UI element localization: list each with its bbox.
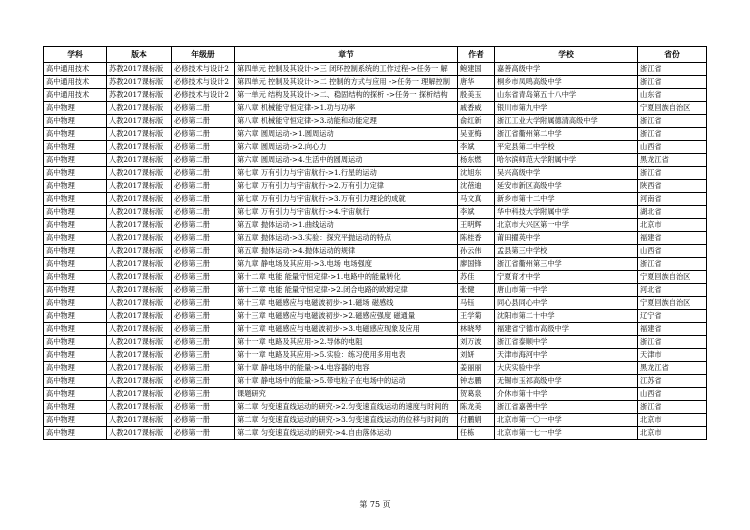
cell-province: 浙江省 [638, 63, 707, 76]
cell-chapter: 第十二章 电能 能量守恒定律->1.电路中的能量转化 [235, 271, 458, 284]
cell-author: 殷美玉 [458, 89, 495, 102]
cell-school: 吴兴高级中学 [495, 167, 638, 180]
cell-chapter: 第六章 圆周运动->2.向心力 [235, 141, 458, 154]
table-row [44, 206, 707, 219]
cell-author: 鲍建国 [458, 63, 495, 76]
table-row [44, 271, 707, 284]
cell-school: 延安市新区高级中学 [495, 180, 638, 193]
table-row [44, 258, 707, 271]
cell-subject: 高中物理 [44, 154, 107, 167]
cell-edition: 人教2017课标版 [107, 401, 172, 414]
cell-grade-volume: 必修第三册 [172, 297, 235, 310]
cell-author: 马钰 [458, 297, 495, 310]
table-row [44, 102, 707, 115]
cell-grade-volume: 必修第二册 [172, 180, 235, 193]
cell-author: 唐华 [458, 76, 495, 89]
cell-chapter: 第四单元 控制及其设计->二 控制的方式与应用 ->任务一 理解控制 [235, 76, 458, 89]
cell-edition: 人教2017课标版 [107, 284, 172, 297]
cell-author: 任栋 [458, 427, 495, 440]
page-number: 第 75 页 [359, 500, 391, 509]
cell-chapter: 第八章 机械能守恒定律->1.功与功率 [235, 102, 458, 115]
table-row [44, 63, 707, 76]
table-row [44, 297, 707, 310]
cell-edition: 人教2017课标版 [107, 414, 172, 427]
cell-grade-volume: 必修第二册 [172, 206, 235, 219]
table-row [44, 76, 707, 89]
cell-grade-volume: 必修第三册 [172, 375, 235, 388]
cell-subject: 高中物理 [44, 427, 107, 440]
cell-grade-volume: 必修第二册 [172, 219, 235, 232]
cell-grade-volume: 必修第二册 [172, 245, 235, 258]
table-row [44, 232, 707, 245]
cell-subject: 高中物理 [44, 284, 107, 297]
cell-chapter: 第五章 抛体运动->1.曲线运动 [235, 219, 458, 232]
cell-school: 莆田擢英中学 [495, 232, 638, 245]
cell-edition: 人教2017课标版 [107, 362, 172, 375]
cell-school: 平定县第二中学校 [495, 141, 638, 154]
cell-province: 宁夏回族自治区 [638, 102, 707, 115]
cell-province: 北京市 [638, 219, 707, 232]
cell-subject: 高中物理 [44, 336, 107, 349]
cell-chapter: 第十二章 电能 能量守恒定律->2.闭合电路的欧姆定律 [235, 284, 458, 297]
cell-school: 福建省宁德市高级中学 [495, 323, 638, 336]
cell-author: 王明辉 [458, 219, 495, 232]
cell-school: 哈尔滨师范大学附属中学 [495, 154, 638, 167]
cell-province: 浙江省 [638, 258, 707, 271]
header-subject: 学科 [44, 47, 107, 63]
cell-grade-volume: 必修第三册 [172, 310, 235, 323]
table-row [44, 336, 707, 349]
table-row [44, 115, 707, 128]
table-row [44, 362, 707, 375]
cell-subject: 高中物理 [44, 193, 107, 206]
cell-chapter: 第七章 万有引力与宇宙航行->2.万有引力定律 [235, 180, 458, 193]
cell-author: 马文真 [458, 193, 495, 206]
cell-school: 北京市第一七一中学 [495, 427, 638, 440]
cell-subject: 高中物理 [44, 297, 107, 310]
cell-author: 俞红新 [458, 115, 495, 128]
cell-edition: 苏教2017课标版 [107, 63, 172, 76]
cell-province: 浙江省 [638, 115, 707, 128]
cell-author: 王学菊 [458, 310, 495, 323]
cell-grade-volume: 必修第二册 [172, 128, 235, 141]
cell-author: 苏佳 [458, 271, 495, 284]
table-row [44, 310, 707, 323]
cell-edition: 人教2017课标版 [107, 336, 172, 349]
cell-subject: 高中物理 [44, 102, 107, 115]
cell-subject: 高中物理 [44, 180, 107, 193]
table-row [44, 401, 707, 414]
cell-grade-volume: 必修第二册 [172, 193, 235, 206]
cell-edition: 人教2017课标版 [107, 258, 172, 271]
cell-province: 黑龙江省 [638, 154, 707, 167]
cell-province: 辽宁省 [638, 310, 707, 323]
cell-chapter: 第十三章 电磁感应与电磁波初步->2.磁感应强度 磁通量 [235, 310, 458, 323]
cell-edition: 人教2017课标版 [107, 349, 172, 362]
cell-province: 浙江省 [638, 401, 707, 414]
cell-province: 河南省 [638, 193, 707, 206]
cell-chapter: 第二章 匀变速直线运动的研究->4.自由落体运动 [235, 427, 458, 440]
cell-edition: 人教2017课标版 [107, 271, 172, 284]
cell-author: 贺葛泉 [458, 388, 495, 401]
cell-province: 宁夏回族自治区 [638, 297, 707, 310]
cell-subject: 高中通用技术 [44, 89, 107, 102]
cell-subject: 高中物理 [44, 245, 107, 258]
cell-subject: 高中通用技术 [44, 76, 107, 89]
cell-author: 张健 [458, 284, 495, 297]
cell-author: 钟志鹏 [458, 375, 495, 388]
cell-province: 浙江省 [638, 167, 707, 180]
table-row [44, 375, 707, 388]
cell-grade-volume: 必修第三册 [172, 336, 235, 349]
cell-grade-volume: 必修第三册 [172, 271, 235, 284]
cell-subject: 高中物理 [44, 375, 107, 388]
table-row [44, 349, 707, 362]
header-chapter: 章节 [235, 47, 458, 63]
cell-grade-volume: 必修第三册 [172, 284, 235, 297]
cell-edition: 人教2017课标版 [107, 297, 172, 310]
cell-subject: 高中物理 [44, 115, 107, 128]
cell-edition: 人教2017课标版 [107, 375, 172, 388]
cell-chapter: 第五章 抛体运动->4.抛体运动的规律 [235, 245, 458, 258]
cell-edition: 人教2017课标版 [107, 310, 172, 323]
table-header-row [44, 47, 707, 63]
cell-chapter: 第十章 静电场中的能量->4.电容器的电容 [235, 362, 458, 375]
cell-chapter: 第六章 圆周运动->1.圆周运动 [235, 128, 458, 141]
cell-author: 孙云伟 [458, 245, 495, 258]
cell-subject: 高中物理 [44, 167, 107, 180]
cell-subject: 高中物理 [44, 128, 107, 141]
header-grade-volume: 年级册 [172, 47, 235, 63]
cell-school: 浙江省衢州第三中学 [495, 258, 638, 271]
cell-chapter: 第二章 匀变速直线运动的研究->2.匀变速直线运动的速度与时间的 [235, 401, 458, 414]
cell-school: 北京市大兴区第一中学 [495, 219, 638, 232]
cell-author: 林晓琴 [458, 323, 495, 336]
cell-author: 陈龙美 [458, 401, 495, 414]
cell-grade-volume: 必修技术与设计2 [172, 89, 235, 102]
resource-table [43, 46, 707, 440]
cell-subject: 高中物理 [44, 323, 107, 336]
cell-province: 山西省 [638, 388, 707, 401]
header-author: 作者 [458, 47, 495, 63]
table-row [44, 245, 707, 258]
cell-province: 江苏省 [638, 375, 707, 388]
cell-province: 浙江省 [638, 76, 707, 89]
table-row [44, 414, 707, 427]
cell-edition: 人教2017课标版 [107, 388, 172, 401]
cell-school: 新乡市第十二中学 [495, 193, 638, 206]
cell-school: 桐乡市凤鸣高级中学 [495, 76, 638, 89]
cell-chapter: 第八章 机械能守恒定律->3.动能和动能定理 [235, 115, 458, 128]
cell-author: 李斌 [458, 206, 495, 219]
cell-school: 同心县同心中学 [495, 297, 638, 310]
cell-grade-volume: 必修第二册 [172, 167, 235, 180]
cell-edition: 人教2017课标版 [107, 141, 172, 154]
cell-subject: 高中物理 [44, 401, 107, 414]
cell-grade-volume: 必修技术与设计2 [172, 76, 235, 89]
cell-author: 姜丽丽 [458, 362, 495, 375]
cell-subject: 高中通用技术 [44, 63, 107, 76]
cell-grade-volume: 必修第二册 [172, 141, 235, 154]
cell-edition: 人教2017课标版 [107, 427, 172, 440]
cell-school: 宁夏育才中学 [495, 271, 638, 284]
cell-grade-volume: 必修第三册 [172, 388, 235, 401]
cell-edition: 人教2017课标版 [107, 219, 172, 232]
table-row [44, 141, 707, 154]
cell-province: 浙江省 [638, 336, 707, 349]
cell-chapter: 第十一章 电路及其应用->2.导体的电阻 [235, 336, 458, 349]
cell-author: 廖国锋 [458, 258, 495, 271]
cell-subject: 高中物理 [44, 271, 107, 284]
cell-school: 浙江工业大学附属德清高级中学 [495, 115, 638, 128]
cell-province: 河北省 [638, 284, 707, 297]
cell-school: 大庆实验中学 [495, 362, 638, 375]
cell-chapter: 第七章 万有引力与宇宙航行->4.宇宙航行 [235, 206, 458, 219]
cell-author: 沈旭东 [458, 167, 495, 180]
cell-grade-volume: 必修第一册 [172, 401, 235, 414]
cell-edition: 人教2017课标版 [107, 180, 172, 193]
cell-edition: 人教2017课标版 [107, 128, 172, 141]
cell-edition: 人教2017课标版 [107, 323, 172, 336]
cell-chapter: 第十三章 电磁感应与电磁波初步->3.电磁感应现象及应用 [235, 323, 458, 336]
cell-author: 吴亚梅 [458, 128, 495, 141]
cell-edition: 人教2017课标版 [107, 206, 172, 219]
cell-chapter: 第十章 静电场中的能量->5.带电粒子在电场中的运动 [235, 375, 458, 388]
cell-school: 浙江省衢州第二中学 [495, 128, 638, 141]
cell-edition: 苏教2017课标版 [107, 89, 172, 102]
cell-subject: 高中物理 [44, 232, 107, 245]
cell-subject: 高中物理 [44, 362, 107, 375]
cell-edition: 苏教2017课标版 [107, 76, 172, 89]
table-row [44, 284, 707, 297]
table-row [44, 219, 707, 232]
cell-grade-volume: 必修第一册 [172, 427, 235, 440]
table-row [44, 388, 707, 401]
cell-school: 嘉善高级中学 [495, 63, 638, 76]
cell-grade-volume: 必修第三册 [172, 323, 235, 336]
cell-subject: 高中物理 [44, 310, 107, 323]
cell-subject: 高中物理 [44, 414, 107, 427]
cell-subject: 高中物理 [44, 219, 107, 232]
cell-province: 山西省 [638, 141, 707, 154]
cell-school: 沈阳市第二十中学 [495, 310, 638, 323]
cell-subject: 高中物理 [44, 349, 107, 362]
cell-chapter: 第二章 匀变速直线运动的研究->3.匀变速直线运动的位移与时间的 [235, 414, 458, 427]
cell-author: 沈蓓迪 [458, 180, 495, 193]
table-row [44, 180, 707, 193]
cell-author: 陈桂香 [458, 232, 495, 245]
cell-chapter: 第五章 抛体运动->3.实验：探究平抛运动的特点 [235, 232, 458, 245]
table-row [44, 193, 707, 206]
header-edition: 版本 [107, 47, 172, 63]
cell-chapter: 第十一章 电路及其应用->5.实验：练习使用多用电表 [235, 349, 458, 362]
cell-grade-volume: 必修第二册 [172, 115, 235, 128]
cell-province: 陕西省 [638, 180, 707, 193]
table-row [44, 89, 707, 102]
cell-school: 华中科技大学附属中学 [495, 206, 638, 219]
cell-province: 北京市 [638, 427, 707, 440]
cell-province: 宁夏回族自治区 [638, 271, 707, 284]
cell-chapter: 第六章 圆周运动->4.生活中的圆周运动 [235, 154, 458, 167]
cell-author: 刘妍 [458, 349, 495, 362]
cell-grade-volume: 必修第二册 [172, 232, 235, 245]
table-row [44, 128, 707, 141]
cell-school: 山东省青岛第五十八中学 [495, 89, 638, 102]
cell-grade-volume: 必修第二册 [172, 102, 235, 115]
cell-province: 黑龙江省 [638, 362, 707, 375]
cell-province: 北京市 [638, 414, 707, 427]
header-province: 省份 [638, 47, 707, 63]
cell-edition: 人教2017课标版 [107, 115, 172, 128]
cell-grade-volume: 必修第三册 [172, 258, 235, 271]
cell-school: 介休市第十中学 [495, 388, 638, 401]
cell-subject: 高中物理 [44, 258, 107, 271]
cell-province: 福建省 [638, 232, 707, 245]
table-row [44, 154, 707, 167]
cell-province: 湖北省 [638, 206, 707, 219]
cell-school: 银川市第九中学 [495, 102, 638, 115]
cell-grade-volume: 必修第三册 [172, 362, 235, 375]
cell-subject: 高中物理 [44, 388, 107, 401]
cell-author: 李斌 [458, 141, 495, 154]
cell-chapter: 第十三章 电磁感应与电磁波初步->1.磁场 磁感线 [235, 297, 458, 310]
header-school: 学校 [495, 47, 638, 63]
cell-grade-volume: 必修技术与设计2 [172, 63, 235, 76]
cell-school: 无锡市玉祁高级中学 [495, 375, 638, 388]
table-row [44, 167, 707, 180]
cell-grade-volume: 必修第一册 [172, 414, 235, 427]
cell-edition: 人教2017课标版 [107, 167, 172, 180]
cell-school: 浙江省嘉善中学 [495, 401, 638, 414]
cell-school: 北京市第一〇一中学 [495, 414, 638, 427]
table-row [44, 427, 707, 440]
cell-subject: 高中物理 [44, 141, 107, 154]
cell-author: 杨东燃 [458, 154, 495, 167]
cell-chapter: 第九章 静电场及其应用->3.电场 电场强度 [235, 258, 458, 271]
cell-chapter: 第七章 万有引力与宇宙航行->1.行星的运动 [235, 167, 458, 180]
cell-chapter: 第一单元 结构及其设计->二、稳固结构的探析 ->任务一 探析结构 [235, 89, 458, 102]
cell-author: 付鹏娟 [458, 414, 495, 427]
cell-school: 孟县第三中学校 [495, 245, 638, 258]
cell-subject: 高中物理 [44, 206, 107, 219]
cell-school: 唐山市第一中学 [495, 284, 638, 297]
cell-province: 福建省 [638, 323, 707, 336]
cell-chapter: 第四单元 控制及其设计->三 闭环控制系统的工作过程->任务一 解 [235, 63, 458, 76]
cell-province: 浙江省 [638, 128, 707, 141]
cell-edition: 人教2017课标版 [107, 102, 172, 115]
cell-author: 戚香威 [458, 102, 495, 115]
cell-edition: 人教2017课标版 [107, 193, 172, 206]
cell-edition: 人教2017课标版 [107, 245, 172, 258]
cell-chapter: 第七章 万有引力与宇宙航行->3.万有引力理论的成就 [235, 193, 458, 206]
cell-edition: 人教2017课标版 [107, 232, 172, 245]
cell-province: 山西省 [638, 245, 707, 258]
cell-chapter: 课题研究 [235, 388, 458, 401]
cell-school: 天津市海河中学 [495, 349, 638, 362]
cell-school: 浙江省泰顺中学 [495, 336, 638, 349]
cell-province: 山东省 [638, 89, 707, 102]
cell-province: 天津市 [638, 349, 707, 362]
cell-edition: 人教2017课标版 [107, 154, 172, 167]
cell-grade-volume: 必修第三册 [172, 349, 235, 362]
table-row [44, 323, 707, 336]
cell-author: 刘万波 [458, 336, 495, 349]
cell-grade-volume: 必修第二册 [172, 154, 235, 167]
